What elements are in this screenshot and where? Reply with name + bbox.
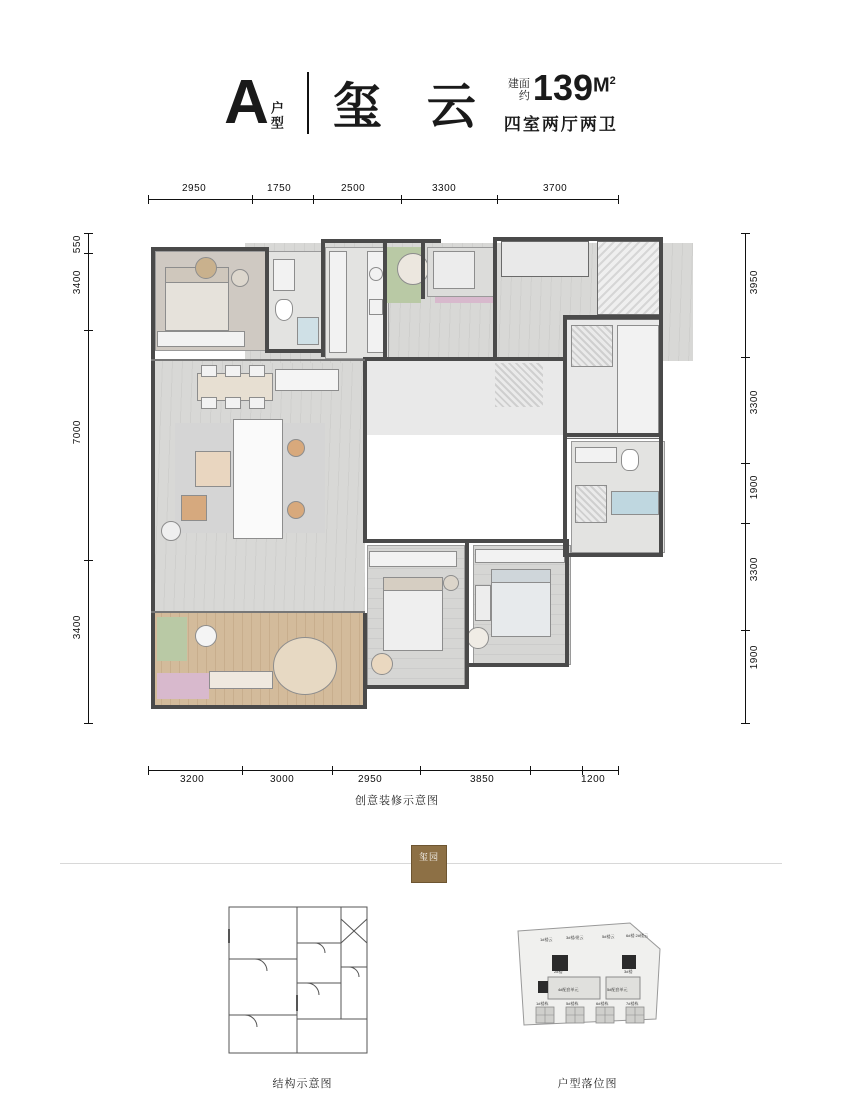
dim-right-3: 3300 (749, 557, 760, 582)
dim-tick (313, 195, 314, 204)
unit-area-prefix: 建面 约 (507, 78, 530, 102)
dim-tick (741, 233, 750, 234)
garden-stool (195, 625, 217, 647)
outdoor-round-table (273, 637, 337, 695)
dim-bottom-1: 3000 (270, 774, 295, 785)
wall (151, 361, 155, 489)
wall (383, 239, 387, 357)
wall (659, 433, 663, 557)
accent-stool (287, 501, 305, 519)
dim-top-2: 2500 (341, 183, 366, 194)
wall (151, 705, 365, 709)
dim-left-3: 3400 (72, 615, 83, 640)
dim-tick (497, 195, 498, 204)
wardrobe-master (157, 331, 245, 347)
dining-chair (249, 365, 265, 377)
dim-tick (741, 630, 750, 631)
structure-diagram-svg (215, 895, 390, 1070)
floorplan-drawing (135, 233, 680, 723)
coffee-table (195, 451, 231, 487)
floor-plan (60, 175, 782, 807)
wall (493, 237, 663, 241)
utility-top-right (501, 241, 589, 277)
dim-bottom-0: 3200 (180, 774, 205, 785)
stairwell (617, 325, 659, 435)
brand-logo-line1: 玺园 (418, 852, 439, 862)
wall (151, 247, 267, 251)
dim-tick (148, 195, 149, 204)
dim-left-1: 3400 (72, 270, 83, 295)
dim-tick (420, 766, 421, 775)
outdoor-bench (209, 671, 273, 689)
brand-logo (411, 845, 447, 883)
bedroom-3-stool (467, 627, 489, 649)
title-divider (307, 72, 309, 134)
nightstand-2 (443, 575, 459, 591)
toilet (275, 299, 293, 321)
elevator-car-b (495, 363, 543, 407)
loc-label-top-3: 6#楼 2#楼云 (626, 933, 649, 938)
side-table (161, 521, 181, 541)
dim-tick (741, 463, 750, 464)
loc-label-inner-1: 5#配套单元 (607, 987, 628, 992)
location-diagram (510, 915, 665, 1035)
vanity-2 (575, 447, 617, 463)
kitchen-counter-left (329, 251, 347, 353)
bed-2-headboard (383, 577, 443, 591)
unit-area-number: 139 (532, 67, 593, 108)
nightstand (231, 269, 249, 287)
dim-right-1: 3300 (749, 390, 760, 415)
wardrobe-3 (475, 549, 565, 563)
wall (363, 685, 469, 689)
dim-right-2: 1900 (749, 475, 760, 500)
loc-label-bottom-3: 7#楼栋 (626, 1001, 639, 1006)
dim-tick (252, 195, 253, 204)
unit-area-unit: $M^2$ (593, 75, 616, 97)
dim-top-1: 1750 (267, 183, 292, 194)
dim-bottom-line (148, 770, 618, 771)
elevator-shaft-upper (597, 241, 663, 315)
shower-tray (273, 259, 295, 291)
wall (563, 553, 663, 557)
dim-tick (618, 766, 619, 775)
location-diagram-svg (510, 915, 665, 1035)
wall (565, 539, 569, 667)
unit-type-letter-sub: 户型 (268, 100, 284, 131)
wall (363, 357, 563, 361)
sofa-main (233, 419, 283, 539)
wall (563, 315, 663, 319)
accent-stool (287, 439, 305, 457)
unit-spec-block (503, 67, 618, 135)
dim-left-line (88, 233, 89, 723)
wall (363, 613, 367, 709)
wall (421, 239, 425, 299)
dim-bottom-3: 3850 (470, 774, 495, 785)
wardrobe-2 (369, 551, 457, 567)
plan-caption: 创意装修示意图 (355, 795, 439, 807)
dining-chair (201, 397, 217, 409)
loc-label-bottom-2: 6#楼栋 (596, 1001, 609, 1006)
dim-top-0: 2950 (182, 183, 207, 194)
wall (659, 237, 663, 437)
loc-label-top-0: 1#楼云 (540, 937, 553, 942)
wall (151, 611, 365, 613)
bed-upper-right (433, 251, 475, 289)
wall (563, 433, 663, 437)
ceiling-light (195, 257, 217, 279)
shower-2 (575, 485, 607, 523)
bed-2 (383, 581, 443, 651)
dim-right-0: 3950 (749, 270, 760, 295)
planter-lower (157, 617, 187, 661)
dining-chair (225, 397, 241, 409)
toilet-2 (621, 449, 639, 471)
dim-tick (84, 723, 93, 724)
loc-label-bottom-1: 5#楼栋 (566, 1001, 579, 1006)
dim-tick (84, 253, 93, 254)
dim-tick (401, 195, 402, 204)
dim-top-line (148, 199, 618, 200)
wall (265, 349, 325, 353)
loc-label-inner-0: 4#配套单元 (558, 987, 579, 992)
unit-rooms: 四室两厅两卫 (503, 115, 618, 134)
wall (321, 239, 325, 357)
dim-top-4: 3700 (543, 183, 568, 194)
dim-left-0: 550 (72, 235, 83, 254)
dim-bottom-4: 1200 (581, 774, 606, 785)
desk-3 (475, 585, 491, 621)
dim-left-2: 7000 (72, 420, 83, 445)
unit-name: 玺 云 (332, 77, 490, 135)
loc-label-mid-1: 3#楼 (624, 969, 633, 974)
structure-diagram (215, 895, 390, 1070)
bathtub (297, 317, 319, 345)
dining-chair (249, 397, 265, 409)
location-caption: 户型落位图 (557, 1078, 618, 1090)
dining-chair (225, 365, 241, 377)
elevator-car-a (571, 325, 613, 367)
dim-tick (84, 330, 93, 331)
dim-tick (530, 766, 531, 775)
loc-label-top-1: 3#楼/建云 (566, 935, 584, 940)
dim-bottom-2: 2950 (358, 774, 383, 785)
dim-tick (242, 766, 243, 775)
dining-chair (201, 365, 217, 377)
dim-tick (84, 233, 93, 234)
dim-right-line (745, 233, 746, 723)
dim-right-4: 1900 (749, 645, 760, 670)
unit-area (504, 67, 618, 108)
bedroom-2-stool (371, 653, 393, 675)
dim-tick (741, 357, 750, 358)
dim-tick (148, 766, 149, 775)
kitchen-sink (369, 267, 383, 281)
dim-tick (84, 560, 93, 561)
loc-label-bottom-0: 1#楼栋 (536, 1001, 549, 1006)
wall (363, 357, 367, 539)
wall (151, 485, 155, 709)
title-block (0, 55, 842, 150)
loc-label-top-2: 5#楼云 (602, 934, 615, 939)
loc-label-mid-0: 2#楼 (554, 969, 563, 974)
dim-tick (332, 766, 333, 775)
dim-top-3: 3300 (432, 183, 457, 194)
kitchen-stove (369, 299, 383, 315)
bed-3-headboard (491, 569, 551, 583)
dim-tick (618, 195, 619, 204)
structure-caption: 结构示意图 (272, 1078, 333, 1090)
armchair (181, 495, 207, 521)
wall (151, 249, 155, 369)
dim-tick (741, 523, 750, 524)
flower-bed-lower (157, 673, 209, 699)
dim-tick (741, 723, 750, 724)
sideboard (275, 369, 339, 391)
wall (151, 359, 365, 361)
wall (493, 237, 497, 361)
unit-type-letter: A户型 (224, 67, 284, 137)
bathtub-2 (611, 491, 659, 515)
wall (469, 663, 569, 667)
wall (265, 247, 269, 351)
